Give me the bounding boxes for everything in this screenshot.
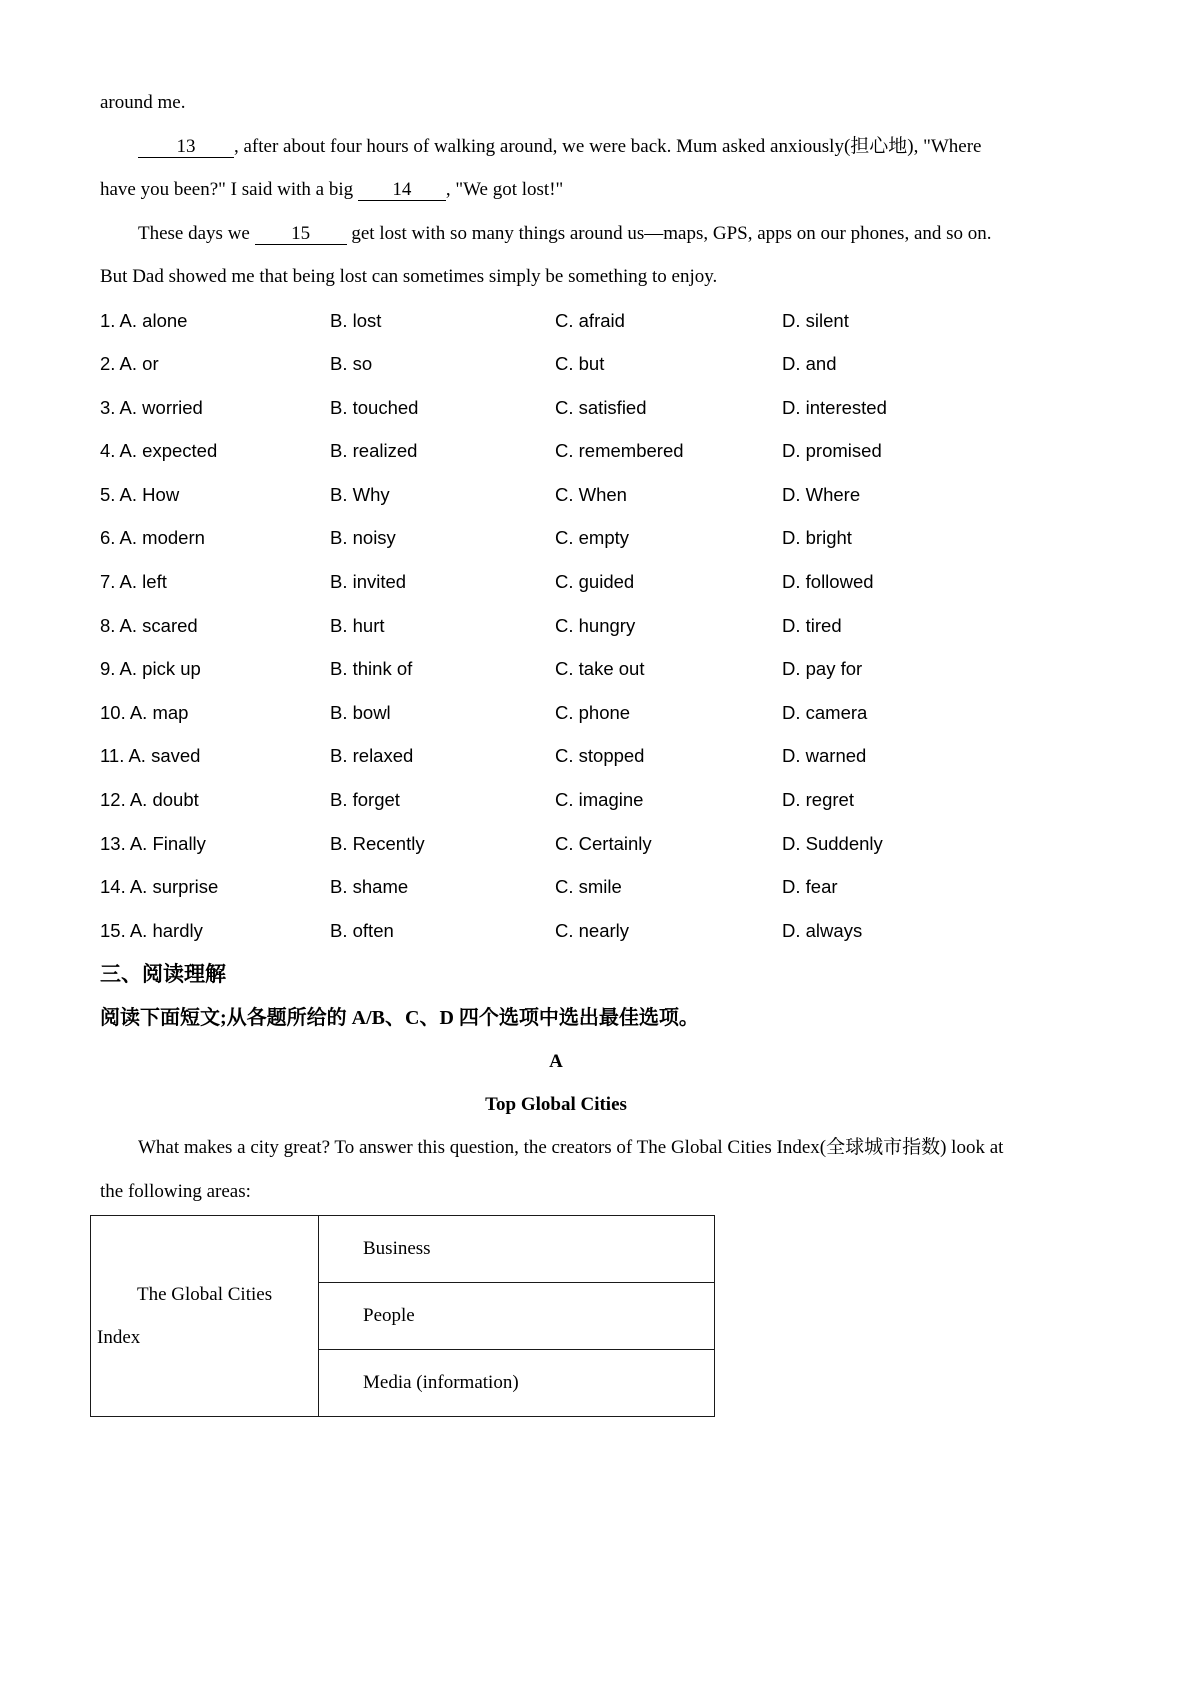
option-b: B. bowl — [330, 701, 391, 723]
option-a: 1. A. alone — [100, 309, 188, 331]
option-b: B. often — [330, 919, 394, 941]
option-d: D. Suddenly — [782, 832, 883, 854]
option-row — [100, 473, 1012, 517]
cloze-paragraph-15 — [100, 212, 1012, 299]
table-header-line2: Index — [97, 1327, 141, 1349]
option-c: C. stopped — [555, 745, 645, 767]
option-d: D. regret — [782, 789, 854, 811]
option-row — [100, 604, 1012, 648]
cloze-options-list — [100, 299, 1012, 953]
option-b: B. hurt — [330, 614, 385, 636]
option-c: C. nearly — [555, 919, 630, 941]
passage-label: A — [549, 1051, 563, 1073]
option-a: 13. A. Finally — [100, 832, 206, 854]
table-cell-business: Business — [319, 1216, 715, 1283]
paragraph-text: These days we — [138, 222, 255, 244]
paragraph-text: , after about four hours of walking around, we were back. Mum asked anxiously(担心地), "Where have you been?" I said with a big — [100, 135, 982, 200]
option-a: 5. A. How — [100, 483, 180, 505]
passage-title: Top Global Cities — [485, 1094, 627, 1116]
option-d: D. followed — [782, 571, 874, 593]
option-c: C. remembered — [555, 440, 684, 462]
option-b: B. so — [330, 353, 373, 375]
option-b: B. relaxed — [330, 745, 414, 767]
option-a: 14. A. surprise — [100, 876, 219, 898]
option-b: B. realized — [330, 440, 418, 462]
paragraph-text: What makes a city great? To answer this question, the creators of The Global Cities Index(全球城市指数) look at the following areas: — [100, 1137, 1004, 1202]
option-a: 12. A. doubt — [100, 789, 199, 811]
option-d: D. camera — [782, 701, 868, 723]
option-a: 6. A. modern — [100, 527, 205, 549]
option-b: B. forget — [330, 789, 400, 811]
option-a: 7. A. left — [100, 571, 167, 593]
option-a: 15. A. hardly — [100, 919, 203, 941]
option-b: B. touched — [330, 396, 419, 418]
option-c: C. take out — [555, 658, 645, 680]
option-d: D. warned — [782, 745, 867, 767]
option-c: C. hungry — [555, 614, 636, 636]
section-heading: 三、阅读理解 — [100, 962, 226, 987]
option-d: D. promised — [782, 440, 882, 462]
option-row — [100, 822, 1012, 866]
option-c: C. When — [555, 483, 627, 505]
document-content — [97, 81, 1012, 1417]
option-c: C. imagine — [555, 789, 644, 811]
option-row — [100, 909, 1012, 953]
option-a: 11. A. saved — [100, 745, 201, 767]
option-c: C. empty — [555, 527, 630, 549]
option-a: 2. A. or — [100, 353, 159, 375]
table-cell-media: Media (information) — [319, 1350, 715, 1417]
passage-intro — [100, 1126, 1012, 1213]
option-d: D. Where — [782, 483, 861, 505]
cloze-blank-15: 15 — [255, 223, 347, 245]
option-c: C. afraid — [555, 309, 625, 331]
paragraph-text: , "We got lost!" — [445, 179, 564, 200]
option-row — [100, 865, 1012, 909]
option-row — [100, 516, 1012, 560]
option-d: D. fear — [782, 876, 838, 898]
table-row — [91, 1216, 715, 1283]
option-row — [100, 778, 1012, 822]
cloze-blank-14: 14 — [358, 179, 446, 201]
option-c: C. satisfied — [555, 396, 647, 418]
table-cell-people: People — [319, 1283, 715, 1350]
option-row — [100, 691, 1012, 735]
option-c: C. phone — [555, 701, 631, 723]
option-b: B. Why — [330, 483, 390, 505]
paragraph-fragment — [100, 81, 1012, 125]
option-b: B. noisy — [330, 527, 396, 549]
option-b: B. think of — [330, 658, 413, 680]
option-a: 3. A. worried — [100, 396, 203, 418]
option-a: 4. A. expected — [100, 440, 218, 462]
option-row — [100, 560, 1012, 604]
option-row — [100, 647, 1012, 691]
cloze-blank-13: 13 — [138, 136, 234, 158]
paragraph-text: around me. — [100, 92, 186, 113]
option-d: D. silent — [782, 309, 849, 331]
table-header-cell — [91, 1216, 319, 1417]
option-a: 8. A. scared — [100, 614, 198, 636]
option-d: D. interested — [782, 396, 887, 418]
option-d: D. pay for — [782, 658, 863, 680]
global-cities-table — [90, 1215, 715, 1417]
option-b: B. invited — [330, 571, 407, 593]
option-c: C. smile — [555, 876, 622, 898]
option-c: C. guided — [555, 571, 635, 593]
option-row — [100, 734, 1012, 778]
option-b: B. lost — [330, 309, 382, 331]
option-row — [100, 386, 1012, 430]
option-d: D. tired — [782, 614, 842, 636]
paragraph-text: get lost with so many things around us—maps, GPS, apps on our phones, and so on. But Dad showed me that being lost can sometimes simply be something to enjoy. — [100, 222, 992, 287]
option-c: C. Certainly — [555, 832, 652, 854]
option-a: 10. A. map — [100, 701, 189, 723]
option-b: B. shame — [330, 876, 409, 898]
option-a: 9. A. pick up — [100, 658, 201, 680]
option-d: D. and — [782, 353, 837, 375]
table-header-line1: The Global Cities — [137, 1284, 273, 1306]
option-c: C. but — [555, 353, 605, 375]
section-instruction: 阅读下面短文;从各题所给的 A/B、C、D 四个选项中选出最佳选项。 — [100, 1007, 699, 1030]
option-row — [100, 429, 1012, 473]
option-row — [100, 299, 1012, 343]
cloze-paragraph-13-14 — [100, 125, 1012, 212]
option-b: B. Recently — [330, 832, 425, 854]
option-d: D. always — [782, 919, 863, 941]
option-row — [100, 342, 1012, 386]
option-d: D. bright — [782, 527, 852, 549]
